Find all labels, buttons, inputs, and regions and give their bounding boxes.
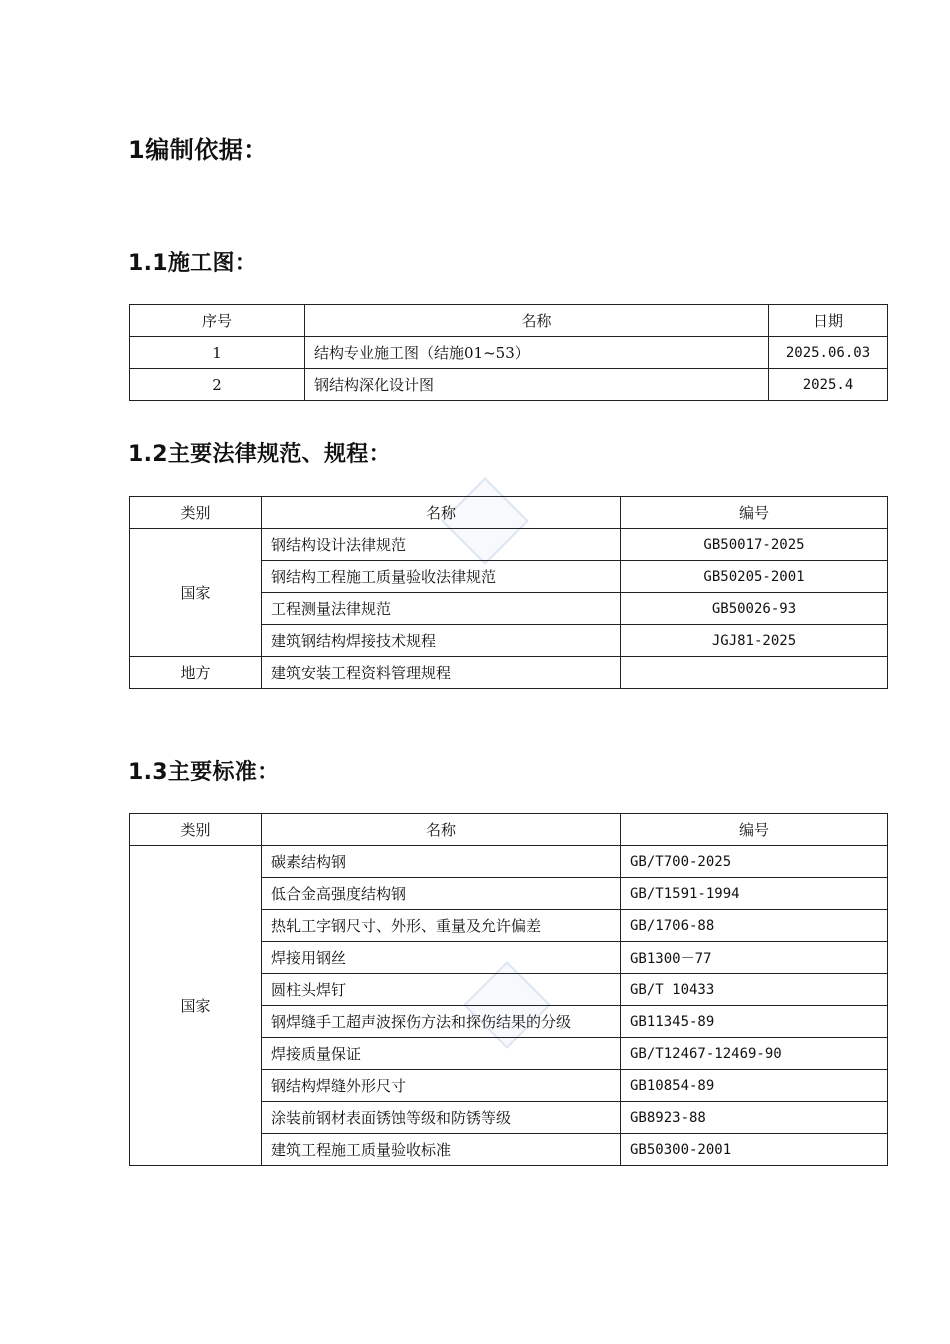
name-cell: 涂装前钢材表面锈蚀等级和防锈等级 [262,1102,621,1134]
name-cell: 建筑钢结构焊接技术规程 [262,625,621,657]
date-cell: 2025.06.03 [769,337,888,369]
name-cell: 圆柱头焊钉 [262,974,621,1006]
code-cell: GB50300-2001 [621,1134,888,1166]
code-cell [621,657,888,689]
code-cell: GB8923-88 [621,1102,888,1134]
laws-table [129,496,888,689]
category-cell: 国家 [130,846,262,1166]
code-cell: GB50017-2025 [621,529,888,561]
code-cell: JGJ81-2025 [621,625,888,657]
header-cell: 类别 [130,497,262,529]
table-header-row [130,305,888,337]
no-cell: 2 [130,369,305,401]
drawings-table [129,304,888,401]
table-row [130,529,888,561]
code-cell: GB50026-93 [621,593,888,625]
category-cell: 地方 [130,657,262,689]
name-cell: 焊接质量保证 [262,1038,621,1070]
name-cell: 钢结构焊缝外形尺寸 [262,1070,621,1102]
code-cell: GB/T1591-1994 [621,878,888,910]
code-cell: GB/T12467-12469-90 [621,1038,888,1070]
name-cell: 热轧工字钢尺寸、外形、重量及允许偏差 [262,910,621,942]
name-cell: 碳素结构钢 [262,846,621,878]
name-cell: 钢结构工程施工质量验收法律规范 [262,561,621,593]
standards-table [129,813,888,1166]
name-cell: 钢结构设计法律规范 [262,529,621,561]
code-cell: GB11345-89 [621,1006,888,1038]
section-title-laws: 1.2主要法律规范、规程： [128,442,391,467]
header-cell: 编号 [621,814,888,846]
name-cell: 建筑安装工程资料管理规程 [262,657,621,689]
category-cell: 国家 [130,529,262,657]
code-cell: GB/T700-2025 [621,846,888,878]
code-cell: GB/T 10433 [621,974,888,1006]
date-cell: 2025.4 [769,369,888,401]
header-cell: 序号 [130,305,305,337]
header-cell: 类别 [130,814,262,846]
section-title-standards: 1.3主要标准： [128,760,280,785]
code-cell: GB1300－77 [621,942,888,974]
name-cell: 钢焊缝手工超声波探伤方法和探伤结果的分级 [262,1006,621,1038]
name-cell: 结构专业施工图（结施01~53） [305,337,769,369]
table-row [130,369,888,401]
header-cell: 名称 [262,814,621,846]
header-cell: 名称 [305,305,769,337]
main-heading: 1编制依据： [128,136,268,164]
table-row [130,337,888,369]
table-row [130,846,888,878]
table-header-row [130,497,888,529]
table-header-row [130,814,888,846]
name-cell: 钢结构深化设计图 [305,369,769,401]
header-cell: 日期 [769,305,888,337]
name-cell: 建筑工程施工质量验收标准 [262,1134,621,1166]
header-cell: 名称 [262,497,621,529]
section-title-drawings: 1.1施工图： [128,251,258,276]
name-cell: 工程测量法律规范 [262,593,621,625]
name-cell: 焊接用钢丝 [262,942,621,974]
no-cell: 1 [130,337,305,369]
name-cell: 低合金高强度结构钢 [262,878,621,910]
table-row [130,657,888,689]
header-cell: 编号 [621,497,888,529]
code-cell: GB/1706-88 [621,910,888,942]
code-cell: GB10854-89 [621,1070,888,1102]
code-cell: GB50205-2001 [621,561,888,593]
